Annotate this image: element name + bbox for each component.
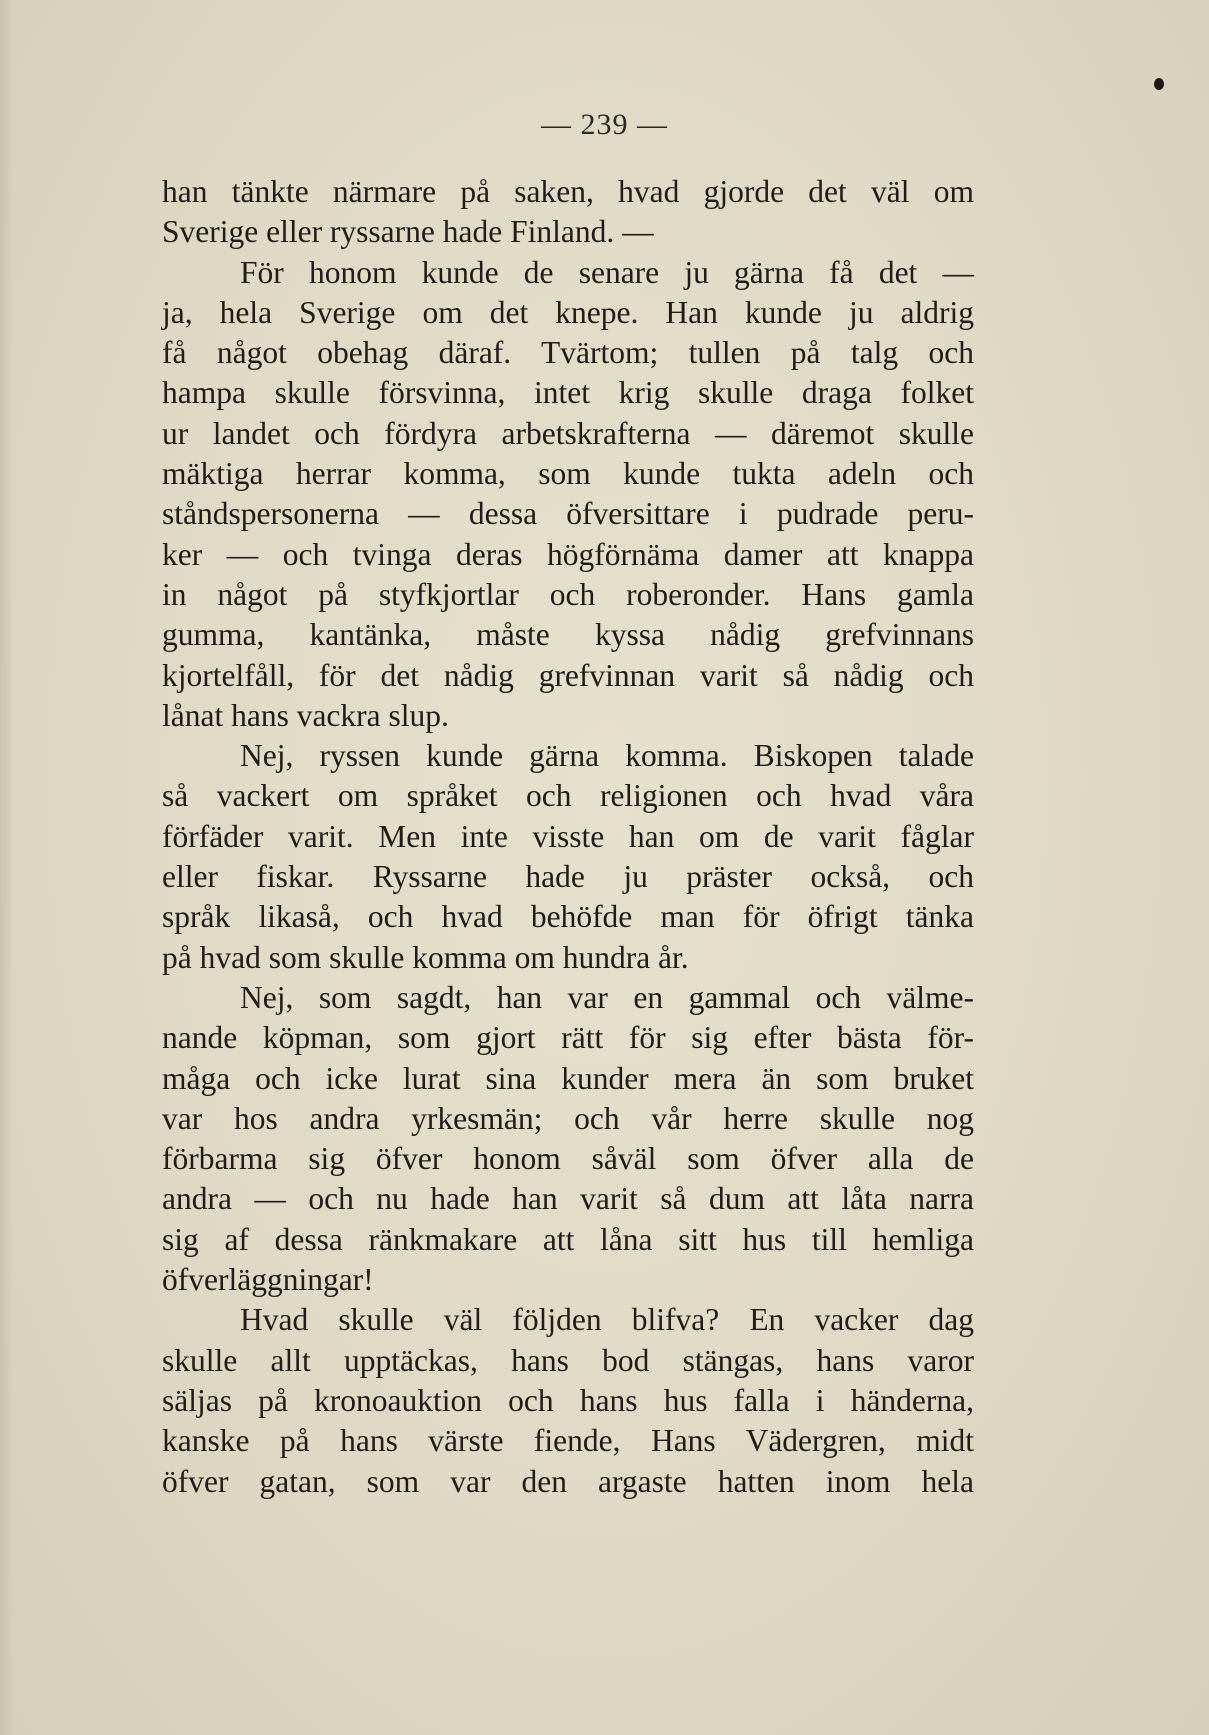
text-line: ker — och tvinga deras högförnäma damer att knappa <box>162 536 974 572</box>
text-line: öfver gatan, som var den argaste hatten inom hela <box>162 1463 974 1499</box>
text-line: Nej, som sagdt, han var en gammal och välme- <box>240 979 974 1015</box>
text-line: För honom kunde de senare ju gärna få det — <box>240 254 974 290</box>
text-line: förfäder varit. Men inte visste han om de varit fåglar <box>162 818 974 854</box>
text-line: på hvad som skulle komma om hundra år. <box>162 939 689 975</box>
text-line: måga och icke lurat sina kunder mera än som bruket <box>162 1060 974 1096</box>
text-line: hampa skulle försvinna, intet krig skulle draga folket <box>162 375 974 411</box>
body-text <box>162 172 974 1502</box>
text-line: öfverläggningar! <box>162 1262 374 1298</box>
text-line: Nej, ryssen kunde gärna komma. Biskopen talade <box>240 738 974 774</box>
ink-spot <box>1154 78 1164 90</box>
text-line: kjortelfåll, för det nådig grefvinnan varit så nådig och <box>162 657 974 693</box>
page-number: — 239 — <box>541 108 668 141</box>
text-line: andra — och nu hade han varit så dum att låta narra <box>162 1181 974 1217</box>
text-line: ur landet och fördyra arbetskrafterna — däremot skulle <box>162 415 974 451</box>
text-line: sig af dessa ränkmakare att låna sitt hus till hemliga <box>162 1221 974 1257</box>
text-line: förbarma sig öfver honom såväl som öfver alla de <box>162 1141 974 1177</box>
text-line: språk likaså, och hvad behöfde man för öfrigt tänka <box>162 899 974 935</box>
text-line: han tänkte närmare på saken, hvad gjorde det väl om <box>162 174 974 209</box>
text-line: in något på styfkjortlar och roberonder. Hans gamla <box>162 576 974 612</box>
text-line: få något obehag däraf. Tvärtom; tullen på talg och <box>162 335 974 371</box>
text-line: mäktiga herrar komma, som kunde tukta adeln och <box>162 456 974 492</box>
text-line: var hos andra yrkesmän; och vår herre skulle nog <box>162 1100 974 1136</box>
text-line: gumma, kantänka, måste kyssa nådig grefvinnans <box>162 617 974 653</box>
page-edge-shadow <box>0 0 14 1735</box>
text-line: kanske på hans värste fiende, Hans Vädergren, midt <box>162 1423 974 1459</box>
text-line: eller fiskar. Ryssarne hade ju präster också, och <box>162 859 974 895</box>
text-line: ståndspersonerna — dessa öfversittare i pudrade peru- <box>162 496 974 532</box>
text-line: nande köpman, som gjort rätt för sig efter bästa för- <box>162 1020 974 1056</box>
text-line: lånat hans vackra slup. <box>162 697 449 733</box>
text-line: Sverige eller ryssarne hade Finland. — <box>162 214 654 250</box>
text-line: Hvad skulle väl följden blifva? En vacker dag <box>240 1302 974 1338</box>
text-line: säljas på kronoauktion och hans hus falla i händerna, <box>162 1382 974 1418</box>
text-line: så vackert om språket och religionen och hvad våra <box>162 778 974 814</box>
text-line: skulle allt upptäckas, hans bod stängas, hans varor <box>162 1342 974 1378</box>
text-line: ja, hela Sverige om det knepe. Han kunde ju aldrig <box>162 294 974 330</box>
